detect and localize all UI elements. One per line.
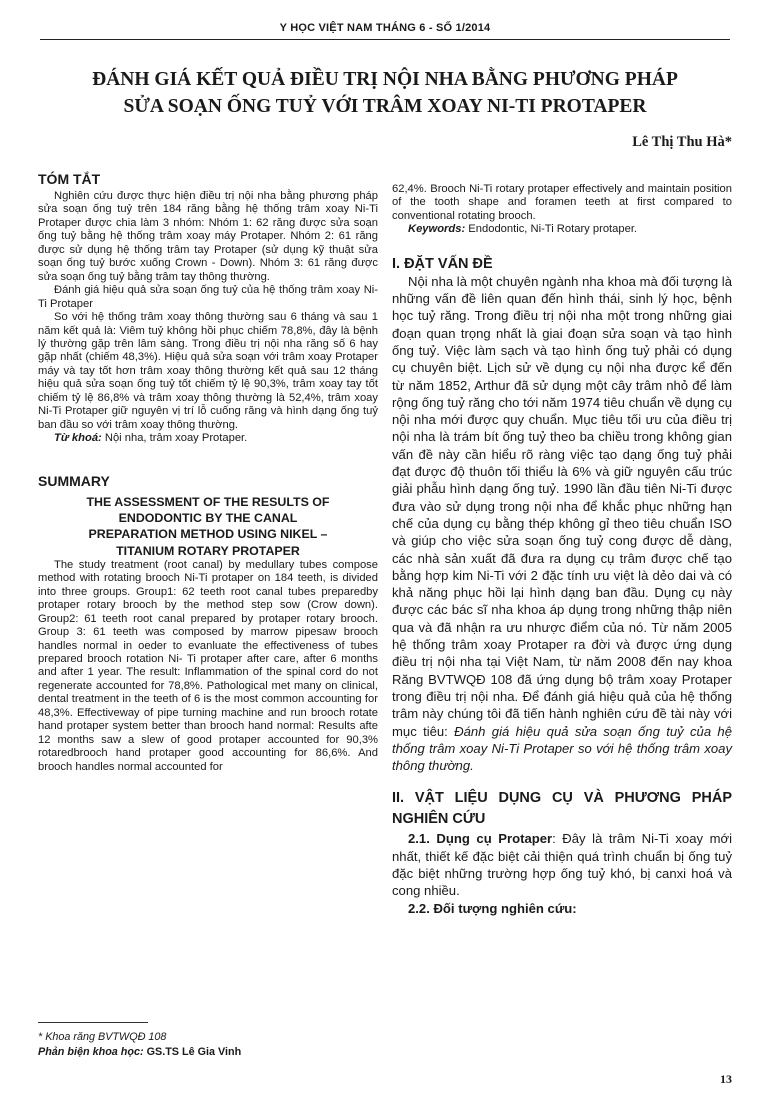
summary-keywords [392,223,732,236]
section-1-heading: I. ĐẶT VẤN ĐỀ [392,255,493,272]
left-column [38,170,378,774]
keywords-en-text: Endodontic, Ni-Ti Rotary protaper. [465,223,638,236]
reviewer-label: Phản biện khoa học: [38,1046,144,1058]
footnote-rule [38,1022,148,1023]
summary-heading: SUMMARY [38,472,110,489]
section-2-1 [392,830,732,899]
abstract-vi-heading: TÓM TẮT [38,171,101,187]
keywords-vi-text: Nội nha, trâm xoay Protaper. [101,432,248,445]
section-2 [392,788,732,916]
section-2-1-label: 2.1. Dụng cụ Protaper [408,831,553,847]
summary-title-line-4: TITANIUM ROTARY PROTAPER [116,543,300,558]
section-1-body [392,273,732,775]
footnotes [38,1030,378,1060]
summary-title-line-1: THE ASSESSMENT OF THE RESULTS OF [86,494,330,509]
section-1 [392,255,732,775]
section-1-objective: Đánh giá hiệu quả sửa soạn ống tuỷ của hệ thống trâm xoay Ni-Ti Protaper so với hệ thống trâm xoay thông thường. [392,723,732,774]
title-line-1: ĐÁNH GIÁ KẾT QUẢ ĐIỀU TRỊ NỘI NHA BẰNG PHƯƠNG PHÁP [92,69,678,90]
abstract-vi-keywords [38,432,378,445]
right-column [392,183,732,917]
keywords-en-label: Keywords: [408,223,466,236]
keywords-vi-label: Từ khoá: [54,432,102,445]
title-line-2: SỬA SOẠN ỐNG TUỶ VỚI TRÂM XOAY NI-TI PROTAPER [123,96,647,117]
page-number: 13 [720,1072,732,1086]
section-2-2-label: 2.2. Đối tượng nghiên cứu: [408,900,577,916]
section-2-1-text: : Đây là trâm Ni-Ti xoay mới nhất, thiết kế đặc biệt cải thiện quá trình chuẩn bị ống tuỷ đặc biệt những trường hợp ống tuỷ khó, bị canxi hoá và cong nhiều. [392,831,732,899]
summary-title [38,494,378,559]
section-2-heading: II. VẬT LIỆU DỤNG CỤ VÀ PHƯƠNG PHÁP NGHIÊN CỨU [392,790,732,828]
summary-body: The study treatment (root canal) by medullary tubes compose method with rotating brooch Ni-Ti protaper on 184 teeth, is divided into three groups. Group1: 62 teeth root canal tubes preparedby protaper rotary brooch by the method step sow (Crow down). Group2: 61 teeth root canal prepared by protaper rotary brooch. Group 3: 61 teeth was composed by marrow pipesaw brooch handles normal in oeder to evanluate the effectiveness of tubes prepared brooch rotation Ni- Ti protaper after care, after 6 months and after 1 year. The result: Inflammation of the spinal cord do not regenerate accounted for 78,8%. Pathological met many on clinical, dental treatment in the teeth of 6 is the most common accounting for 48,3%. Effectiveway of pipe turning machine and run brooch rotate hand protaper system better than brooch hand normal: Results afte 12 months saw a slew of good protaper accounted for 90,3% rotaredbrooch hand protaper good accounting for 86,6%. And brooch handles normal accounted for [38,558,378,773]
abstract-vi-p3: So với hệ thống trâm xoay thông thường sau 6 tháng và sau 1 năm kết quả là: Viêm tuỷ không hồi phục chiếm 78,8%, đây là bệnh lý thường gặp trên lâm sàng. Trong điều trị nội nha răng số 6 hay gặp nhất (chiếm 48,3%). Hiệu quả sửa soạn với trâm xoay Protaper máy và tay tốt hơn trâm xoay thông thường kết quả sau 12 tháng hiệu quả sửa soạn ống tuỷ tốt chiếm tỷ lệ 90,3%, trâm xoay tay tốt chiếm tỷ lệ 86,8% và trâm xoay thông thường là 52,4%, trâm xoay Ni-Ti Protaper giữ nguyên vị trí lỗ cuống răng và hình dạng ống tuỷ ban đầu so với trâm xoay thông thường. [38,311,378,431]
article-title [40,66,730,120]
summary-continued: 62,4%. Brooch Ni-Ti rotary protaper effectively and maintain position of the tooth shape and foramen teeth at first compared to conventional rotating brooch. [392,183,732,222]
footnote-reviewer [38,1045,378,1060]
abstract-vi-p2: Đánh giá hiệu quả sửa soạn ống tuỷ của hệ thống trâm xoay Ni-Ti Protaper [38,284,378,310]
summary-title-line-3: PREPARATION METHOD USING NIKEL – [88,527,328,542]
running-header: Y HỌC VIỆT NAM THÁNG 6 - SỐ 1/2014 [40,22,730,40]
reviewer-name: GS.TS Lê Gia Vinh [143,1046,242,1058]
summary-title-line-2: ENDODONTIC BY THE CANAL [118,510,298,525]
abstract-vi-p1: Nghiên cứu được thực hiện điều trị nội nha bằng phương pháp sửa soạn ống tuỷ trên 184 răng bằng hệ thống trâm xoay Ni-Ti Protaper được chia làm 3 nhóm: Nhóm 1: 62 răng được sửa soạn ống tuỷ bằng hệ thống trâm xoay máy Protaper. Nhóm 2: 61 răng được sử dụng hệ thống trâm tay Protaper (sử dụng kỹ thuật sửa soạn ống tuỷ bước xuống Crown - Down). Nhóm 3: 61 răng được sửa soạn ống tuỷ bằng trâm tay thông thường. [38,190,378,283]
section-1-text: Nội nha là một chuyên ngành nha khoa mà đối tượng là những vấn đề liên quan đến hình thái, sinh lý học, bệnh học tuỷ răng. Trong điều trị nội nha một trong những giai đoạn quan trọng nhất là giai đoạn sửa soạn và tạo hình ống tuỷ. Việc làm sạch và tạo hình ống tuỷ phải có dụng cụ chuyên biệt. Lịch sử về dụng cụ nội nha được kể đến từ năm 1852, Arthur đã sử dụng một cây trâm nhỏ để làm rộng ống tuỷ răng cho tới năm 1974 tiêu chuẩn về dụng cụ nội nha mới được quy chuẩn. Mục tiêu tối ưu của điều trị nội nha là trám bít ống tuỷ theo ba chiều trong không gian vấn đề này cần hiểu rõ ràng việc tạo dạng ống tuỷ phải đạt được độ thuôn tối thiểu là 6% và giữ nguyên cấu trúc giải phẫu hình dạng ống tuỷ. 1990 lần đầu tiên Ni-Ti được đưa vào sử dụng trong nội nha để khắc phục những hạn chế của dụng cụ bằng thép không gỉ theo tiêu chuẩn ISO và giúp cho việc sửa soạn ống tuỷ cong được dễ dàng, các nhà sản xuất đã đưa ra dụng cụ trâm được chế tạo bằng hợp kim Ni-Ti với 2 đặc tính ưu việt là dẻo dai và có khả năng phục hồi lại hình dạng ban đầu. Dụng cụ này được các bác sĩ nha khoa áp dụng trong những thập niên qua và đã nhận ra ưu nhược điểm của nó. Từ năm 2005 hệ thống trâm xoay Protaper ra đời và được ứng dụng điều trị nội nha tại Việt Nam, từ năm 2008 đến nay khoa Răng BVTWQĐ 108 đã ứng dụng bộ trâm xoay Protaper trong điều trị nội nha. Để đánh giá hiệu quả của hệ thống trâm này chúng tôi đã tiến hành nghiên cứu đề tài này với mục tiêu: [392,273,732,739]
author: Lê Thị Thu Hà* [632,134,732,150]
footnote-affiliation: * Khoa răng BVTWQĐ 108 [38,1031,167,1043]
